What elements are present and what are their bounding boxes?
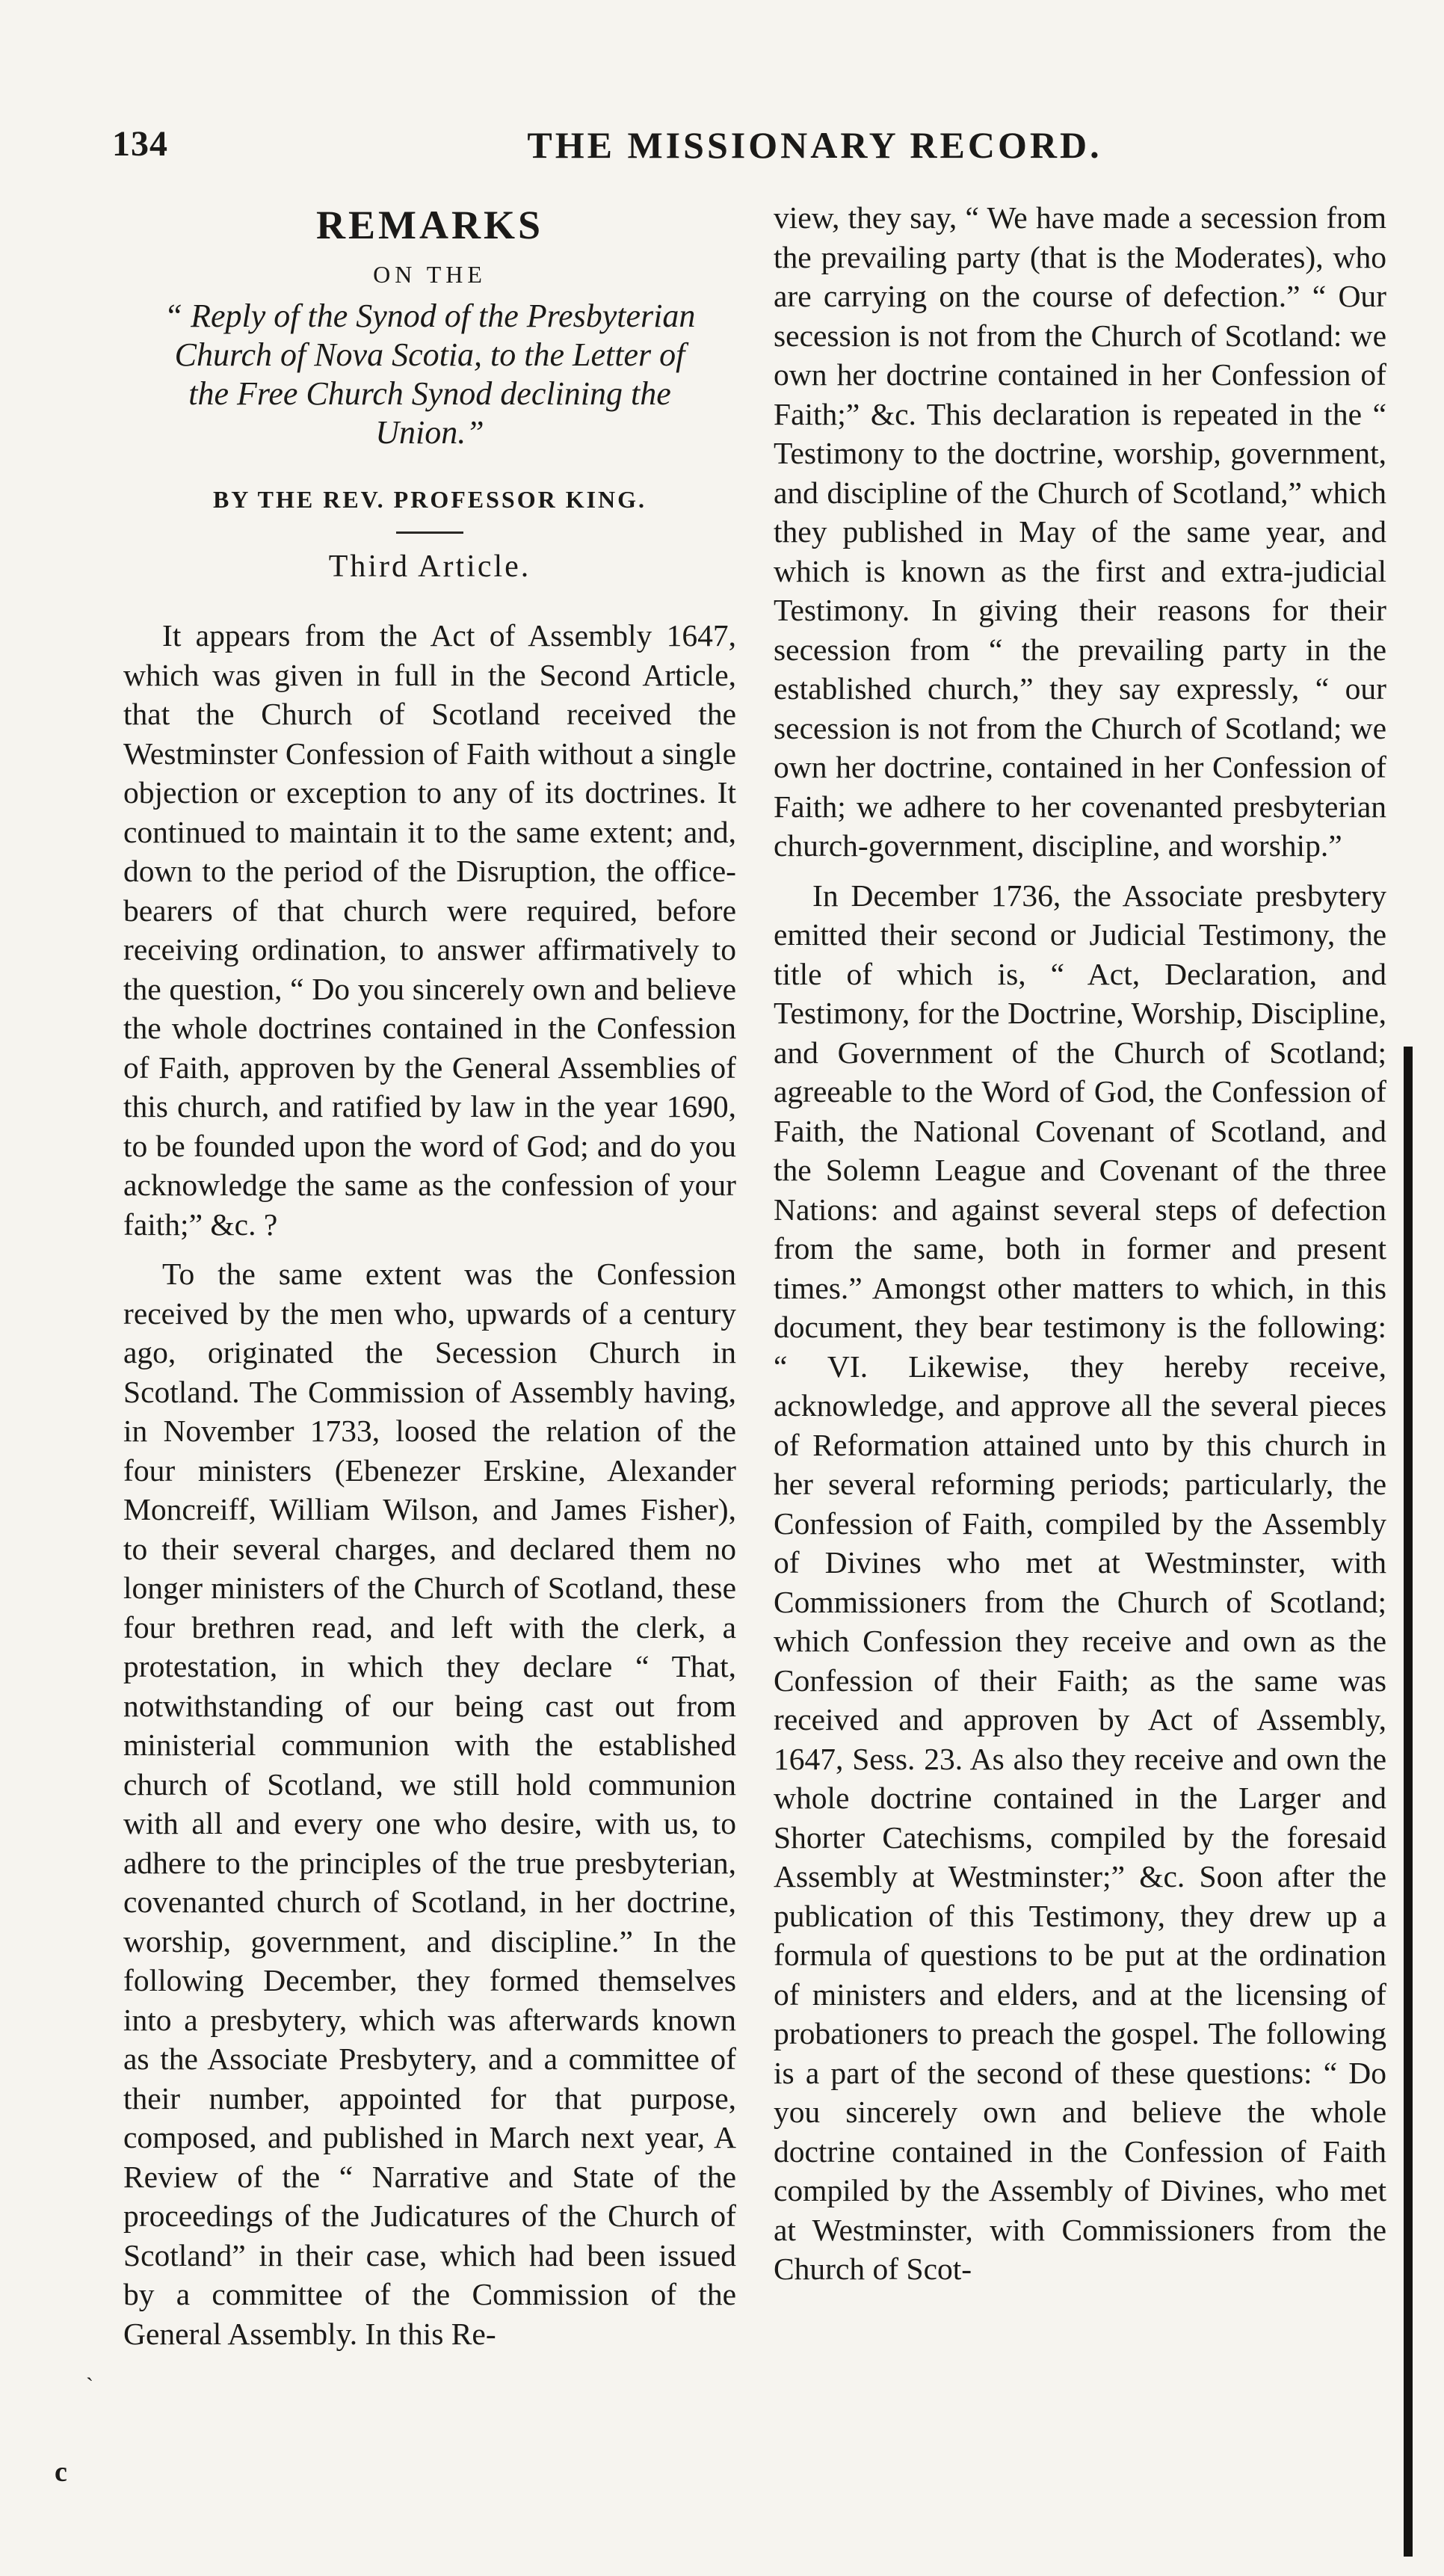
right-paragraph-2: In December 1736, the Associate presbytery emitted their second or Judicial Testimony, the title of which is, “ Act, Declaration, and Testimony, for the Doctrine, Worship, Discipline, and Government of the Church of Scotland; agreeable to the Word of God, the Confession of Faith, the National Covenant of Scotland, and the Solemn League and Covenant of the three Nations: and against several steps of defection from the same, both in former and present times.” Amongst other matters to which, in this document, they bear testimony is the following: “ VI. Likewise, they hereby receive, acknowledge, and approve all the several pieces of Reformation attained unto by this church in her several reforming periods; particularly, the Confession of Faith, compiled by the Assembly of Divines who met at Westminster, with Commissioners from the Church of Scotland; which Confession they receive and own as the Confession of their Faith; as the same was received and approven by Act of Assembly, 1647, Sess. 23. As also they receive and own the whole doctrine contained in the Larger and Shorter Catechisms, compiled by the foresaid Assembly at Westminster;” &c. Soon after the publication of this Testimony, they drew up a formula of questions to be put at the ordination of ministers and elders, and at the licensing of probationers to preach the gospel. The following is a part of the second of these questions: “ Do you sincerely own and believe the whole doctrine contained in the Confession of Faith compiled by the Assembly of Divines, who met at Westminster, with Commissioners from the Church of Scot- (774, 878, 1386, 2286)
title-rule (396, 531, 463, 534)
page-number: 134 (112, 124, 168, 164)
article-subtitle: “ Reply of the Synod of the Presbyterian Church of Nova Scotia, to the Letter of the Free Church Synod declining the Union.” (164, 298, 696, 451)
left-column (123, 198, 736, 2364)
section-heading: Third Article. (328, 549, 531, 584)
running-title: THE MISSIONARY RECORD. (527, 124, 1102, 166)
right-paragraph-1: view, they say, “ We have made a secession from the prevailing party (that is the Moderates), who are carrying on the course of defection.” “ Our secession is not from the Church of Scotland: we own her doctrine contained in her Confession of Faith;” &c. This declaration is repeated in the “ Testimony to the doctrine, worship, government, and discipline of the Church of Scotland,” which they published in May of the same year, and which is known as the first and extra-judicial Testimony. In giving their reasons for their secession from “ the prevailing party in the established church,” they say expressly, “ our secession is not from the Church of Scotland; we own her doctrine, contained in her Confession of Faith; we adhere to her covenanted presbyterian church-government, discipline, and worship.” (774, 200, 1386, 863)
right-column (774, 198, 1386, 2299)
page-edge-bar (1404, 1047, 1413, 2557)
article-author: BY THE REV. PROFESSOR KING. (212, 486, 647, 513)
margin-mark: ` (86, 2373, 93, 2398)
article-title-block (123, 198, 736, 589)
article-on-the: ON THE (373, 261, 487, 288)
margin-mark: c (55, 2456, 67, 2488)
article-heading: REMARKS (315, 203, 543, 247)
page-header (112, 123, 1383, 176)
left-paragraph-1: It appears from the Act of Assembly 1647, which was given in full in the Second Article, that the Church of Scotland received the Westminster Confession of Faith without a single objection or exception to any of its doctrines. It continued to maintain it to the same extent; and, down to the period of the Disruption, the office-bearers of that church were required, before receiving ordination, to answer affirmatively to the question, “ Do you sincerely own and believe the whole doctrines contained in the Confession of Faith, approven by the General Assemblies of this church, and ratified by law in the year 1690, to be founded upon the word of God; and do you acknowledge the same as the confession of your faith;” &c. ? (123, 618, 736, 1242)
left-paragraph-2: To the same extent was the Confession received by the men who, upwards of a century ago, originated the Secession Church in Scotland. The Commission of Assembly having, in November 1733, loosed the relation of the four ministers (Ebenezer Erskine, Alexander Moncreiff, William Wilson, and James Fisher), to their several charges, and declared them no longer ministers of the Church of Scotland, these four brethren read, and left with the clerk, a protestation, in which they declare “ That, notwithstanding of our being cast out from ministerial communion with the established church of Scotland, we still hold communion with all and every one who desire, with us, to adhere to the principles of the true presbyterian, covenanted church of Scotland, in her doctrine, worship, government, and discipline.” In the following December, they formed themselves into a presbytery, which was afterwards known as the Associate Presbytery, and a committee of their number, appointed for that purpose, composed, and published in March next year, A Review of the “ Narrative and State of the proceedings of the Judicatures of the Church of Scotland” in their case, which had been issued by a committee of the Commission of the General Assembly. In this Re- (123, 1257, 736, 2351)
